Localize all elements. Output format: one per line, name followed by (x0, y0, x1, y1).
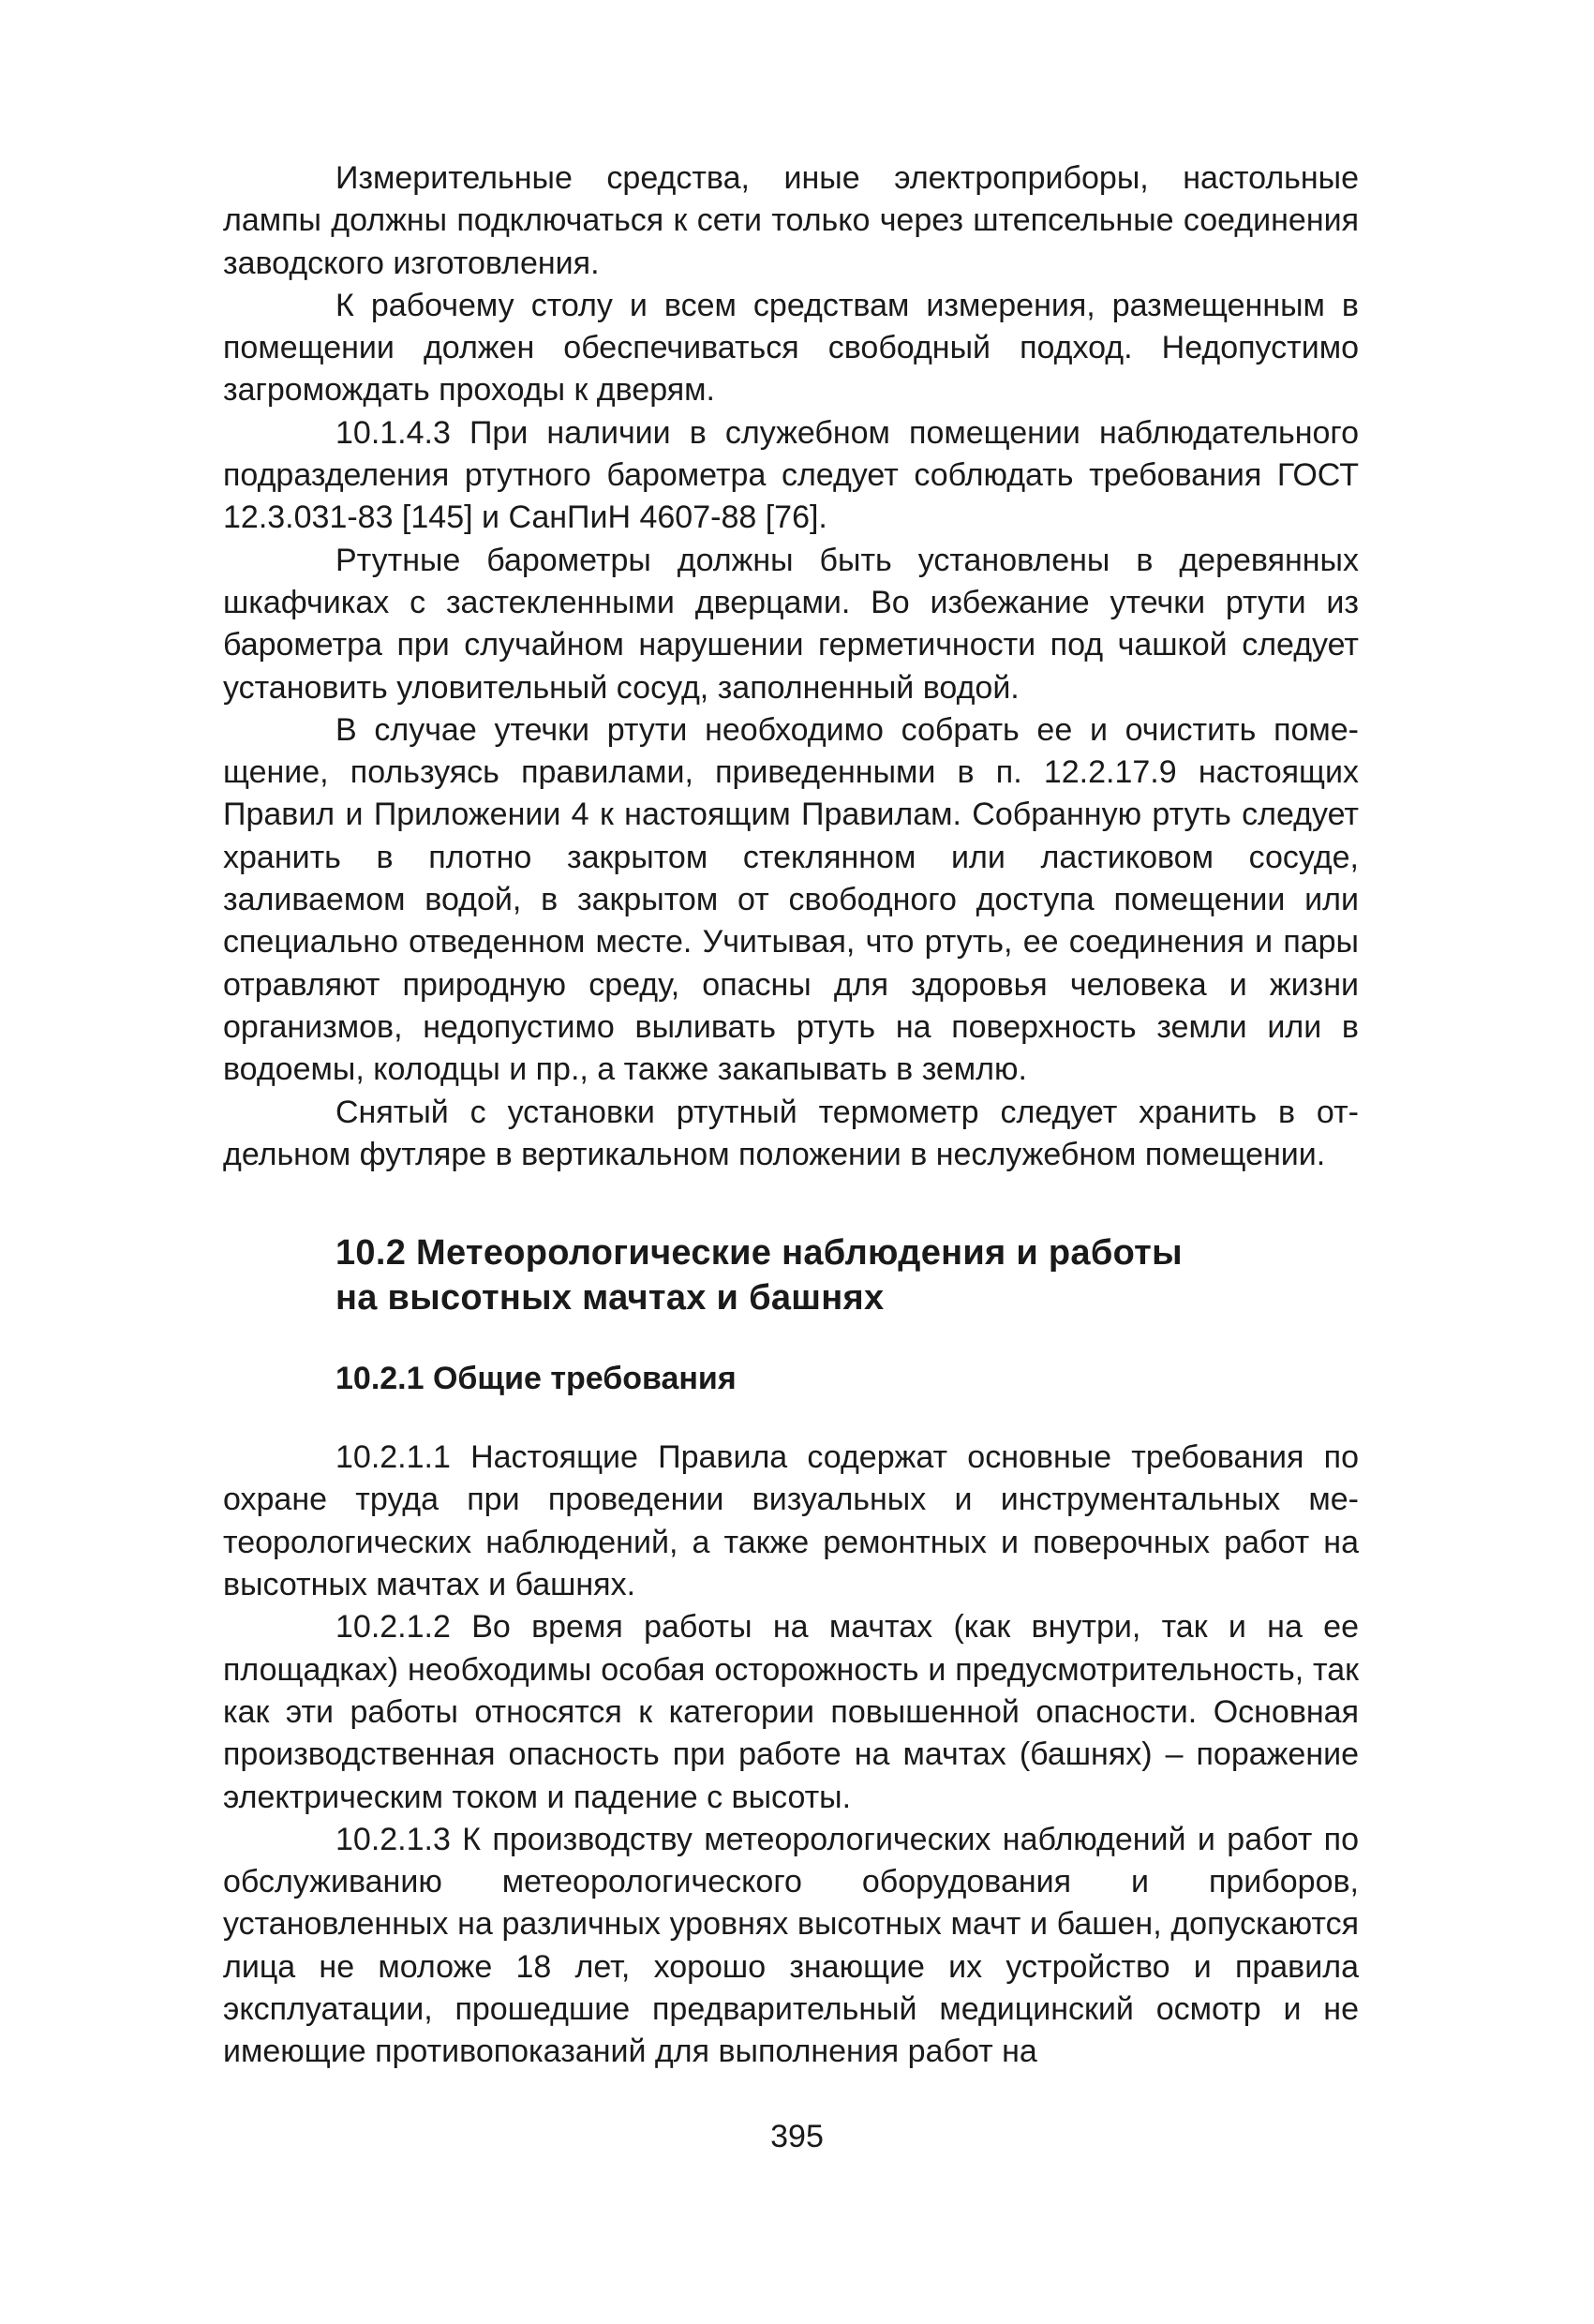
paragraph-electrical-devices: Измерительные средства, иные электроприборы, настольные лампы должны подключаться к сети только через штепсельные соединения заводского изготовления. (223, 160, 1359, 281)
section-heading-10-2 (335, 1230, 1359, 1320)
paragraph-mercury-leak: В случае утечки ртути необходимо собрать ее и очистить помещение, пользуясь правилами, приведенными в п. 12.2.17.9 настоящих Правил и Приложении 4 к настоящим Правилам. Собранную ртуть следует хранить в плотно закрытом стеклянном или ластиковом сосуде, заливаемом водой, в закрытом от свободного доступа помещении или специально отведенном месте. Учитывая, что ртуть, ее соединения и пары отравляют природную среду, опасны для здоровья человека и жизни организмов, недопустимо выливать ртуть на поверхность земли или в водоемы, колодцы и пр., а также закапывать в землю. (223, 711, 1359, 1088)
paragraph-thermometer-storage: Снятый с установки ртутный термометр следует хранить в отдельном футляре в вертикальном положении в неслужебном помещении. (223, 1094, 1359, 1172)
subsection-heading-10-2-1: 10.2.1 Общие требования (335, 1361, 737, 1397)
section-heading-line-1: 10.2 Метеорологические наблюдения и работы (335, 1233, 1183, 1274)
paragraph-10-2-1-2: 10.2.1.2 Во время работы на мачтах (как внутри, так и на ее площадках) необходимы особая осторожность и предусмотрительность, так как эти работы относятся к категории повышенной опасности. Основная производственная опасность при работе на мачтах (башнях) – поражение электрическим током и падение с высоты. (223, 1609, 1359, 1815)
paragraph-10-1-4-3: 10.1.4.3 При наличии в служебном помещении наблюдательного подразделения ртутного барометра следует соблюдать требования ГОСТ 12.3.031-83 [145] и СанПиН 4607-88 [76]. (223, 414, 1359, 536)
paragraph-10-2-1-1: 10.2.1.1 Настоящие Правила содержат основные требования по охране труда при проведении визуальных и инструментальных метеорологических наблюдений, а также ремонтных и поверочных работ на высотных мачтах и башнях. (223, 1439, 1359, 1603)
paragraph-mercury-barometers: Ртутные барометры должны быть установлены в деревянных шкафчиках с застекленными дверцами. Во избежание утечки ртути из барометра при случайном нарушении герметичности под чашкой следует установить уловительный сосуд, заполненный водой. (223, 542, 1359, 706)
paragraph-free-access: К рабочему столу и всем средствам измерения, размещенным в помещении должен обеспечиваться свободный подход. Недопустимо загромождать проходы к дверям. (223, 287, 1359, 409)
section-heading-line-2: на высотных мачтах и башнях (335, 1278, 885, 1318)
paragraph-10-2-1-3: 10.2.1.3 К производству метеорологических наблюдений и работ по обслуживанию метеорологического оборудования и приборов, установленных на различных уровнях высотных мачт и башен, допускаются лица не моложе 18 лет, хорошо знающие их устройство и правила эксплуатации, прошедшие предварительный медицинский осмотр и не имеющие противопоказаний для выполнения работ на (223, 1821, 1359, 2070)
page-number: 395 (770, 2119, 824, 2154)
page-body (223, 157, 1359, 2074)
